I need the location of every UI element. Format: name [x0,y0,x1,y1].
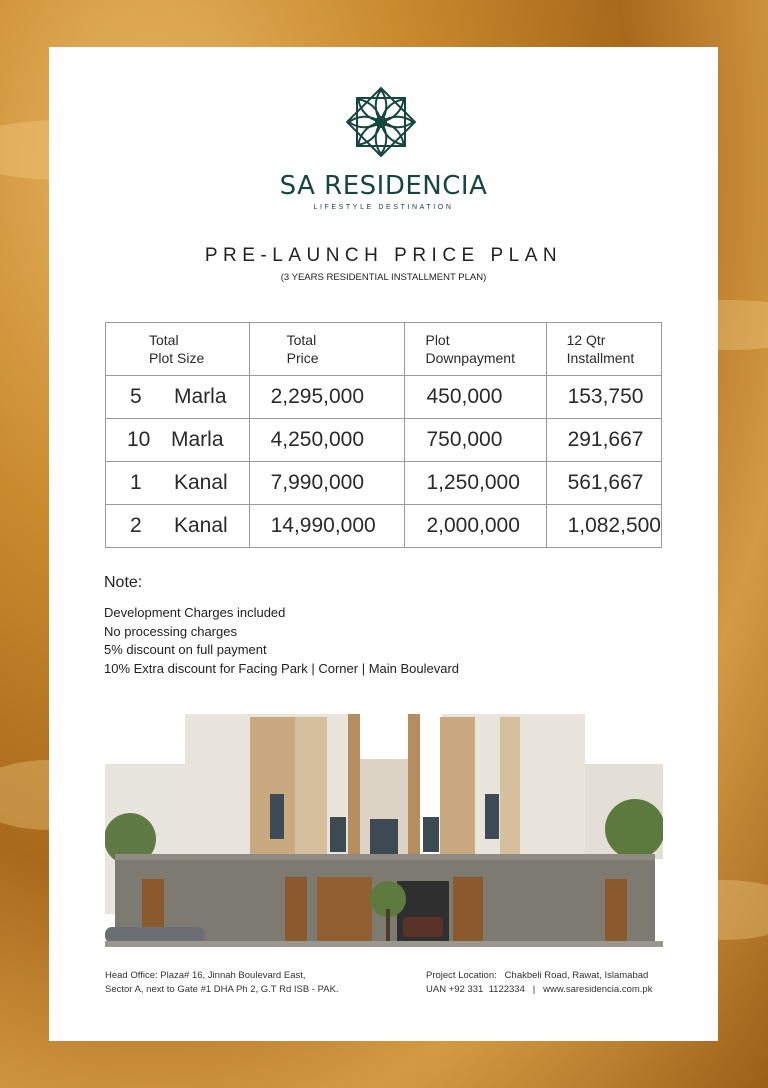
car [403,917,443,937]
downpayment-cell: 1,250,000 [405,462,546,505]
header-line: Total [286,332,317,348]
column-header-total-price [249,323,405,376]
plot-size-cell [106,376,250,419]
house-rendering [105,709,663,947]
right-brick-screen [500,717,520,857]
list-item: 5% discount on full payment [104,642,267,657]
gate [605,879,627,941]
tree-trunk [386,909,390,941]
head-office-address [105,969,339,997]
table-header-row [106,323,662,376]
header-line: Total [149,332,179,348]
total-price-cell: 2,295,000 [249,376,405,419]
right-brick-screen [440,717,475,857]
installment-cell: 153,750 [546,376,661,419]
plot-unit: Kanal [174,471,228,494]
tree [605,799,663,859]
window [423,817,439,852]
list-item: 10% Extra discount for Facing Park | Corner | Main Boulevard [104,660,460,676]
plot-size-cell [106,505,250,548]
plot-qty: 10 [127,428,151,451]
plot-qty: 5 [130,385,142,408]
header-line: Installment [566,350,635,366]
window [330,817,346,852]
table-row [106,505,662,548]
installment-cell: 561,667 [546,462,661,505]
total-price-cell: 14,990,000 [249,505,405,548]
plot-size-cell [106,462,250,505]
plot-unit: Marla [174,385,227,408]
header-line: Plot [425,332,450,348]
table-row [106,376,662,419]
downpayment-cell: 750,000 [405,419,546,462]
address-line: Sector A, next to Gate #1 DHA Ph 2, G.T Rd ISB - PAK. [105,984,339,995]
gate [453,877,483,941]
column-header-downpayment [405,323,546,376]
project-contact [426,969,652,997]
brand-tagline: LIFESTYLE DESTINATION [313,204,454,211]
plot-size-cell [106,419,250,462]
ground [105,941,663,947]
flower-logo-icon [339,80,423,164]
installment-cell: 1,082,500 [546,505,661,548]
header-line: 12 Qtr [566,332,606,348]
column-header-installment [546,323,661,376]
project-location: Project Location: Chakbeli Road, Rawat, Islamabad [426,970,649,981]
installment-cell: 291,667 [546,419,661,462]
window [485,794,499,839]
gate [317,877,372,941]
downpayment-cell: 450,000 [405,376,546,419]
note-list [104,604,459,678]
downpayment-cell: 2,000,000 [405,505,546,548]
page-subtitle: (3 YEARS RESIDENTIAL INSTALLMENT PLAN) [280,272,487,283]
total-price-cell: 4,250,000 [249,419,405,462]
gate [285,877,307,941]
header-line: Plot Size [149,350,205,366]
window [370,819,398,854]
pillar [348,714,360,854]
total-price-cell: 7,990,000 [249,462,405,505]
column-header-plot-size [106,323,250,376]
brand-name: SA RESIDENCIA [279,171,488,201]
price-table [105,322,662,548]
note-heading: Note: [104,574,143,591]
page-title: PRE-LAUNCH PRICE PLAN [204,245,563,266]
plot-qty: 1 [130,471,142,494]
plot-unit: Marla [171,428,224,451]
list-item: No processing charges [104,623,237,639]
pillar [408,714,420,854]
street-car [105,927,205,943]
flyer-card [49,47,718,1041]
left-brick-screen [295,717,327,857]
wall-coping [115,854,655,860]
window [270,794,284,839]
header-line: Price [286,350,319,366]
address-line: Head Office: Plaza# 16, Jinnah Boulevard East, [105,970,306,981]
plot-qty: 2 [130,514,142,537]
plot-unit: Kanal [174,514,228,537]
header-line: Downpayment [425,350,515,366]
contact-info: UAN +92 331 1122334 | www.saresidencia.com.pk [426,984,653,995]
table-row [106,462,662,505]
table-row [106,419,662,462]
list-item: Development Charges included [104,605,286,620]
